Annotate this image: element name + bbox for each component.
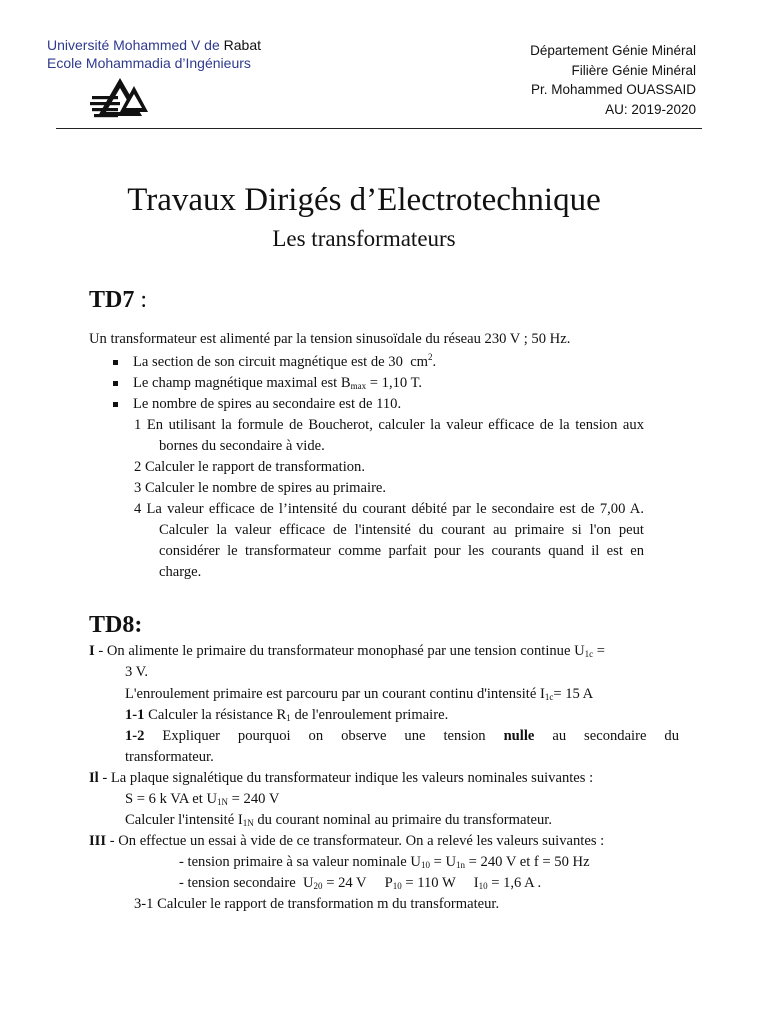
td8-question-1-1 <box>125 705 448 726</box>
professor: Pr. Mohammed OUASSAID <box>530 82 696 97</box>
bullet-text: La section de son circuit magnétique est de 30 <box>133 354 403 370</box>
td7-bullet-turns <box>113 394 401 415</box>
td8-question-1-2-cont: transformateur. <box>125 749 214 765</box>
td8-question-1-2 <box>125 726 679 747</box>
program: Filière Génie Minéral <box>571 62 696 78</box>
line-subscript: 20 <box>313 881 323 891</box>
td7-question-4 <box>134 499 644 583</box>
question-text: 1 En utilisant la formule de Boucherot, calculer la valeur efficace de la tension aux bornes du secondaire à vide. <box>134 417 644 454</box>
line-text: = U <box>429 854 457 870</box>
academic-year: AU: 2019-2020 <box>605 101 696 117</box>
line-value: = 15 A <box>553 686 594 702</box>
line-subscript: 1N <box>242 818 254 828</box>
td7-question-1 <box>134 415 644 457</box>
line-value: = 240 V et f = 50 Hz <box>465 854 590 870</box>
part-label: I <box>89 643 95 659</box>
part-text: - On effectue un essai à vide de ce transformateur. On a relevé les valeurs suivantes : <box>106 833 605 849</box>
line-text: S = 6 k VA et U <box>125 791 218 807</box>
line-subscript: 1n <box>456 860 466 870</box>
bullet-end: . <box>432 354 437 370</box>
td7-bullet-field <box>113 373 422 394</box>
question-text: 2 Calculer le rapport de transformation. <box>134 459 365 475</box>
question-label: 1-1 <box>125 707 145 723</box>
td7-question-3 <box>134 478 644 499</box>
line-text: Calculer l'intensité I <box>125 812 243 828</box>
td8-part-3-primary <box>179 852 590 873</box>
line-text: = 110 W I <box>401 875 479 891</box>
td8-part-1 <box>89 641 605 662</box>
question-text: Expliquer pourquoi on observe une tension <box>144 728 504 744</box>
question-text: 3 Calculer le nombre de spires au primaire. <box>134 480 387 496</box>
question-subscript: 1 <box>286 713 291 723</box>
td8-part-1-cont: 3 V. <box>125 664 148 680</box>
td8-part-3-secondary <box>179 873 541 894</box>
part-end: = <box>593 643 606 659</box>
course-info <box>530 41 696 119</box>
td8-question-3-1: 3-1 Calculer le rapport de transformation m du transformateur. <box>134 896 500 912</box>
line-value: = 1,6 A . <box>487 875 542 891</box>
line-text-end: du courant nominal au primaire du transformateur. <box>253 812 553 828</box>
bullet-unit: cm <box>410 354 429 370</box>
question-text: 4 La valeur efficace de l’intensité du courant débité par le secondaire est de 7,00 A. Calculer la valeur efficace de l'intensité du courant au primaire si l'on peut considérer le transformateur comme parfait pour les courants quand il est en charge. <box>134 501 644 580</box>
school-name: Ecole Mohammadia d’Ingénieurs <box>47 55 251 71</box>
part-label: III <box>89 833 107 849</box>
bullet-exponent: 2 <box>428 352 433 363</box>
td8-part-2-question <box>125 810 552 831</box>
td8-heading: TD8: <box>89 612 143 638</box>
bullet-value: = 1,10 T. <box>366 375 423 391</box>
td7-heading-text: TD7 <box>89 287 135 313</box>
line-subscript: 1N <box>217 797 229 807</box>
line-subscript: 10 <box>420 860 430 870</box>
university-name-city: Rabat <box>223 37 261 53</box>
page-subtitle: Les transformateurs <box>272 226 456 251</box>
bullet-text: Le champ magnétique maximal est B <box>133 375 351 391</box>
question-text-end: de l'enroulement primaire. <box>290 707 449 723</box>
part-text: - La plaque signalétique du transformateur indique les valeurs nominales suivantes : <box>98 770 594 786</box>
question-emphasis: nulle <box>503 728 535 744</box>
bullet-subscript: max <box>350 381 367 391</box>
td7-bullet-section <box>113 352 436 373</box>
page-title: Travaux Dirigés d’Electrotechnique <box>127 182 601 218</box>
td8-part-2-ratings <box>125 789 279 810</box>
bullet-text: Le nombre de spires au secondaire est de 110. <box>133 396 402 412</box>
question-text: Calculer la résistance R <box>144 707 287 723</box>
university-name <box>47 36 261 54</box>
line-subscript: 10 <box>478 881 488 891</box>
department: Département Génie Minéral <box>530 43 696 58</box>
line-value: = 240 V <box>228 791 280 807</box>
td8-part-2 <box>89 768 593 789</box>
line-text: - tension primaire à sa valeur nominale U <box>179 854 421 870</box>
line-subscript: 10 <box>392 881 402 891</box>
question-text-end: au secondaire du <box>534 728 679 744</box>
question-label: 1-2 <box>125 728 145 744</box>
part-text: - On alimente le primaire du transformateur monophasé par une tension continue U <box>94 643 585 659</box>
td7-heading <box>89 285 147 315</box>
part-subscript: 1c <box>584 649 594 659</box>
td8-part-3 <box>89 831 604 852</box>
line-text: L'enroulement primaire est parcouru par un courant continu d'intensité I <box>125 686 545 702</box>
part-label: Il <box>89 770 99 786</box>
institution-block <box>47 36 261 72</box>
university-name-blue: Université Mohammed V de <box>47 37 220 53</box>
line-subscript: 1c <box>544 692 554 702</box>
td8-part-1-current <box>125 684 593 705</box>
line-text: - tension secondaire U <box>179 875 314 891</box>
td7-intro: Un transformateur est alimenté par la tension sinusoïdale du réseau 230 V ; 50 Hz. <box>89 331 571 347</box>
line-text: = 24 V P <box>322 875 393 891</box>
td7-question-2 <box>134 457 644 478</box>
header-divider <box>56 128 702 129</box>
td7-heading-colon: : <box>134 287 148 313</box>
emi-logo <box>90 76 148 120</box>
